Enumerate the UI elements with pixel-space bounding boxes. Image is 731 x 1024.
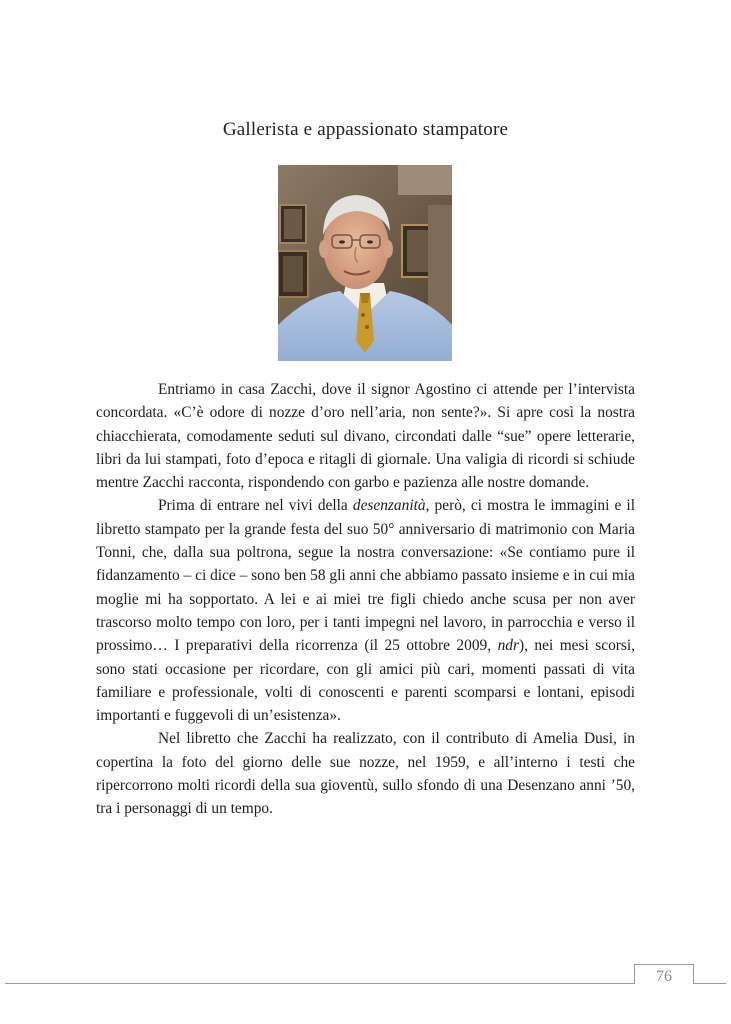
italic-ndr: ndr <box>497 637 519 655</box>
paragraph-2-end: ), nei mesi scorsi, sono stati occasione per ricordare, con gli amici più cari, momenti passati di vita familiare e professionale, volti di conoscenti e parenti scomparsi e lontani, episodi importanti e fuggevoli di un’esistenza». <box>96 637 636 725</box>
paragraph-2-start: Prima di entrare nel vivi della <box>158 497 353 515</box>
page-heading: Gallerista e appassionato stampatore <box>222 119 509 140</box>
page-number: 76 <box>634 964 694 984</box>
article-body <box>96 378 635 821</box>
italic-desenzanita: desenzanità <box>352 497 426 515</box>
paragraph-2-middle: , però, ci mostra le immagini e il libretto stampato per la grande festa del suo 50° anniversario di matrimonio con Maria Tonni, che, dalla sua poltrona, segue la nostra conversazione: «Se contiamo pure il fidanzamento – ci dice – sono ben 58 gli anni che abbiamo passato insieme e in cui mia moglie mi ha sopportato. A lei e ai miei tre figli chiedo anche scusa per non aver trascorso molto tempo con loro, per i tanti impegni nel lavoro, in parrocchia e verso il prossimo… I preparativi della ricorrenza (il 25 ottobre 2009, <box>96 497 635 655</box>
portrait-photo <box>278 165 452 361</box>
footer-rule <box>5 983 726 984</box>
paragraph-2 <box>96 494 635 727</box>
paragraph-3: Nel libretto che Zacchi ha realizzato, con il contributo di Amelia Dusi, in copertina la foto del giorno delle sue nozze, nel 1959, e all’interno i testi che ripercorrono molti ricordi della sua gioventù, sullo sfondo di una Desenzano anni ’50, tra i personaggi di un tempo. <box>96 730 635 818</box>
paragraph-1: Entriamo in casa Zacchi, dove il signor Agostino ci attende per l’intervista concordata. «C’è odore di nozze d’oro nell’aria, non sente?». Si apre così la nostra chiacchierata, comodamente seduti sul divano, circondati dalle “sue” opere letterarie, libri da lui stampati, foto d’epoca e ritagli di giornale. Una valigia di ricordi si schiude mentre Zacchi racconta, rispondendo con garbo e pazienza alle nostre domande. <box>96 381 635 492</box>
